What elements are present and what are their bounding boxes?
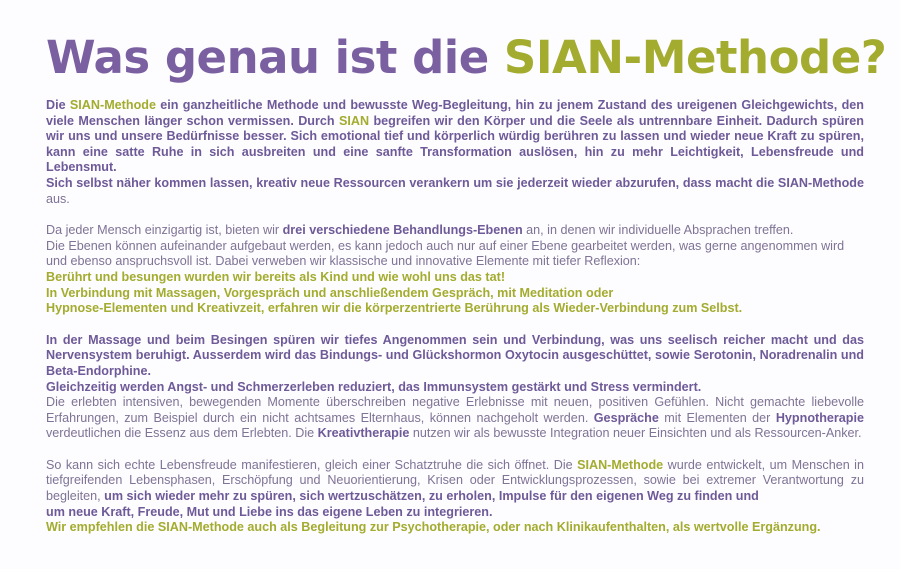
p3-segment: Hypnotherapie [775, 410, 864, 425]
p2-segment: Die Ebenen können aufeinander aufgebaut werden, es kann jedoch auch nur auf einer Ebene gearbeitet werden, was gerne angenommen wird und ebenso anspruchsvoll ist. Dabei verweben wir klassische und innovative Elemente mit tiefer Reflexion: [46, 238, 845, 269]
p1-segment: Die [46, 98, 70, 112]
p2-segment: Hypnose-Elementen und Kreativzeit, erfahren wir die körperzentrierte Berührung als Wieder-Verbindung zum Selbst. [46, 301, 743, 316]
title-part-purple: Was genau ist die [46, 31, 504, 84]
paragraph-ebenen [46, 223, 864, 317]
p2-segment: In Verbindung mit Massagen, Vorgespräch und anschließendem Gespräch, mit Meditation oder [46, 285, 614, 300]
p1-segment: Sich selbst näher kommen lassen, kreativ neue Ressourcen verankern um sie jederzeit wieder abzurufen, dass macht die SIAN-Methode [46, 175, 864, 190]
page-title [46, 30, 886, 86]
p3-segment: verdeutlichen die Essenz aus dem Erlebten. Die [46, 426, 318, 441]
p1-segment: SIAN [339, 113, 370, 128]
p3-segment: mit Elementen der [658, 410, 776, 425]
p4-segment: So kann sich echte Lebensfreude manifestieren, gleich einer Schatztruhe die sich öffnet. Die [46, 457, 578, 472]
paragraph-massage [46, 333, 864, 442]
p3-segment: nutzen wir als bewusste Integration neuer Einsichten und als Ressourcen-Anker. [409, 426, 862, 441]
p2-segment: drei verschiedene Behandlungs-Ebenen [282, 223, 523, 238]
content-body [46, 98, 864, 536]
p4-segment: um sich wieder mehr zu spüren, sich wertzuschätzen, zu erholen, Impulse für den eigenen Weg zu finden und [104, 489, 759, 504]
p4-segment: um neue Kraft, Freude, Mut und Liebe ins das eigene Leben zu integrieren. [46, 504, 493, 519]
p1-segment: ein ganzheitliche Methode und bewusste Weg-Begleitung, hin zu jenem Zustand des ureigenen Gleichgewichts, den viele Menschen länger schon vermissen. Durch [46, 98, 864, 128]
p3-segment: Gleichzeitig werden Angst- und Schmerzerleben reduziert, das Immunsystem gestärkt und Stress vermindert. [46, 379, 702, 394]
p3-segment: Gespräche [593, 410, 659, 425]
p4-segment: SIAN-Methode [577, 457, 664, 472]
p4-segment: Wir empfehlen die SIAN-Methode auch als Begleitung zur Psychotherapie, oder nach Klinikaufenthalten, als wertvolle Ergänzung. [46, 520, 821, 535]
p3-segment: Kreativtherapie [317, 426, 410, 441]
p1-segment: SIAN-Methode [69, 98, 156, 112]
p2-segment: Berührt und besungen wurden wir bereits als Kind und wie wohl uns das tat! [46, 269, 506, 284]
p4-segment: wurde entwickelt, um Menschen in tiefgreifenden Lebensphasen, Erschöpfung und Neuorientierung, Krisen oder Entwicklungsprozessen, sowie bei extremer Verantwortung zu begleiten, [46, 457, 864, 504]
paragraph-intro [46, 98, 864, 207]
p3-segment: Die erlebten intensiven, bewegenden Momente überschreiben negative Erlebnisse mit neuen, positiven Gefühlen. Nicht gemachte liebevolle Erfahrungen, zum Beispiel durch ein nicht achtsames Elternhaus, können nachgeholt werden. [46, 395, 864, 425]
p3-segment: In der Massage und beim Besingen spüren wir tiefes Angenommen sein und Verbindung, was uns seelisch reicher macht und das Nervensystem beruhigt. Ausserdem wird das Bindungs- und Glückshormon Oxytocin ausgeschüttet, sowie Serotonin, Noradrenalin und Beta-Endorphine. [46, 332, 864, 378]
p2-segment: Da jeder Mensch einzigartig ist, bieten wir [46, 223, 283, 238]
title-part-green: SIAN-Methode? [503, 31, 887, 84]
p2-segment: an, in denen wir individuelle Absprachen treffen. [522, 223, 794, 238]
p1-segment: begreifen wir den Körper und die Seele als untrennbare Einheit. Dadurch spüren wir uns und unsere Bedürfnisse besser. Sich emotional tief und körperlich würdig berühren zu lassen und wieder neue Kraft zu spüren, kann eine satte Ruhe in sich ausbreiten und eine sanfte Transformation auslösen, hin zu mehr Leichtigkeit, Lebensfreude und Lebensmut. [46, 113, 864, 175]
p1-segment: aus. [46, 191, 70, 206]
paragraph-lebensfreude [46, 458, 864, 536]
